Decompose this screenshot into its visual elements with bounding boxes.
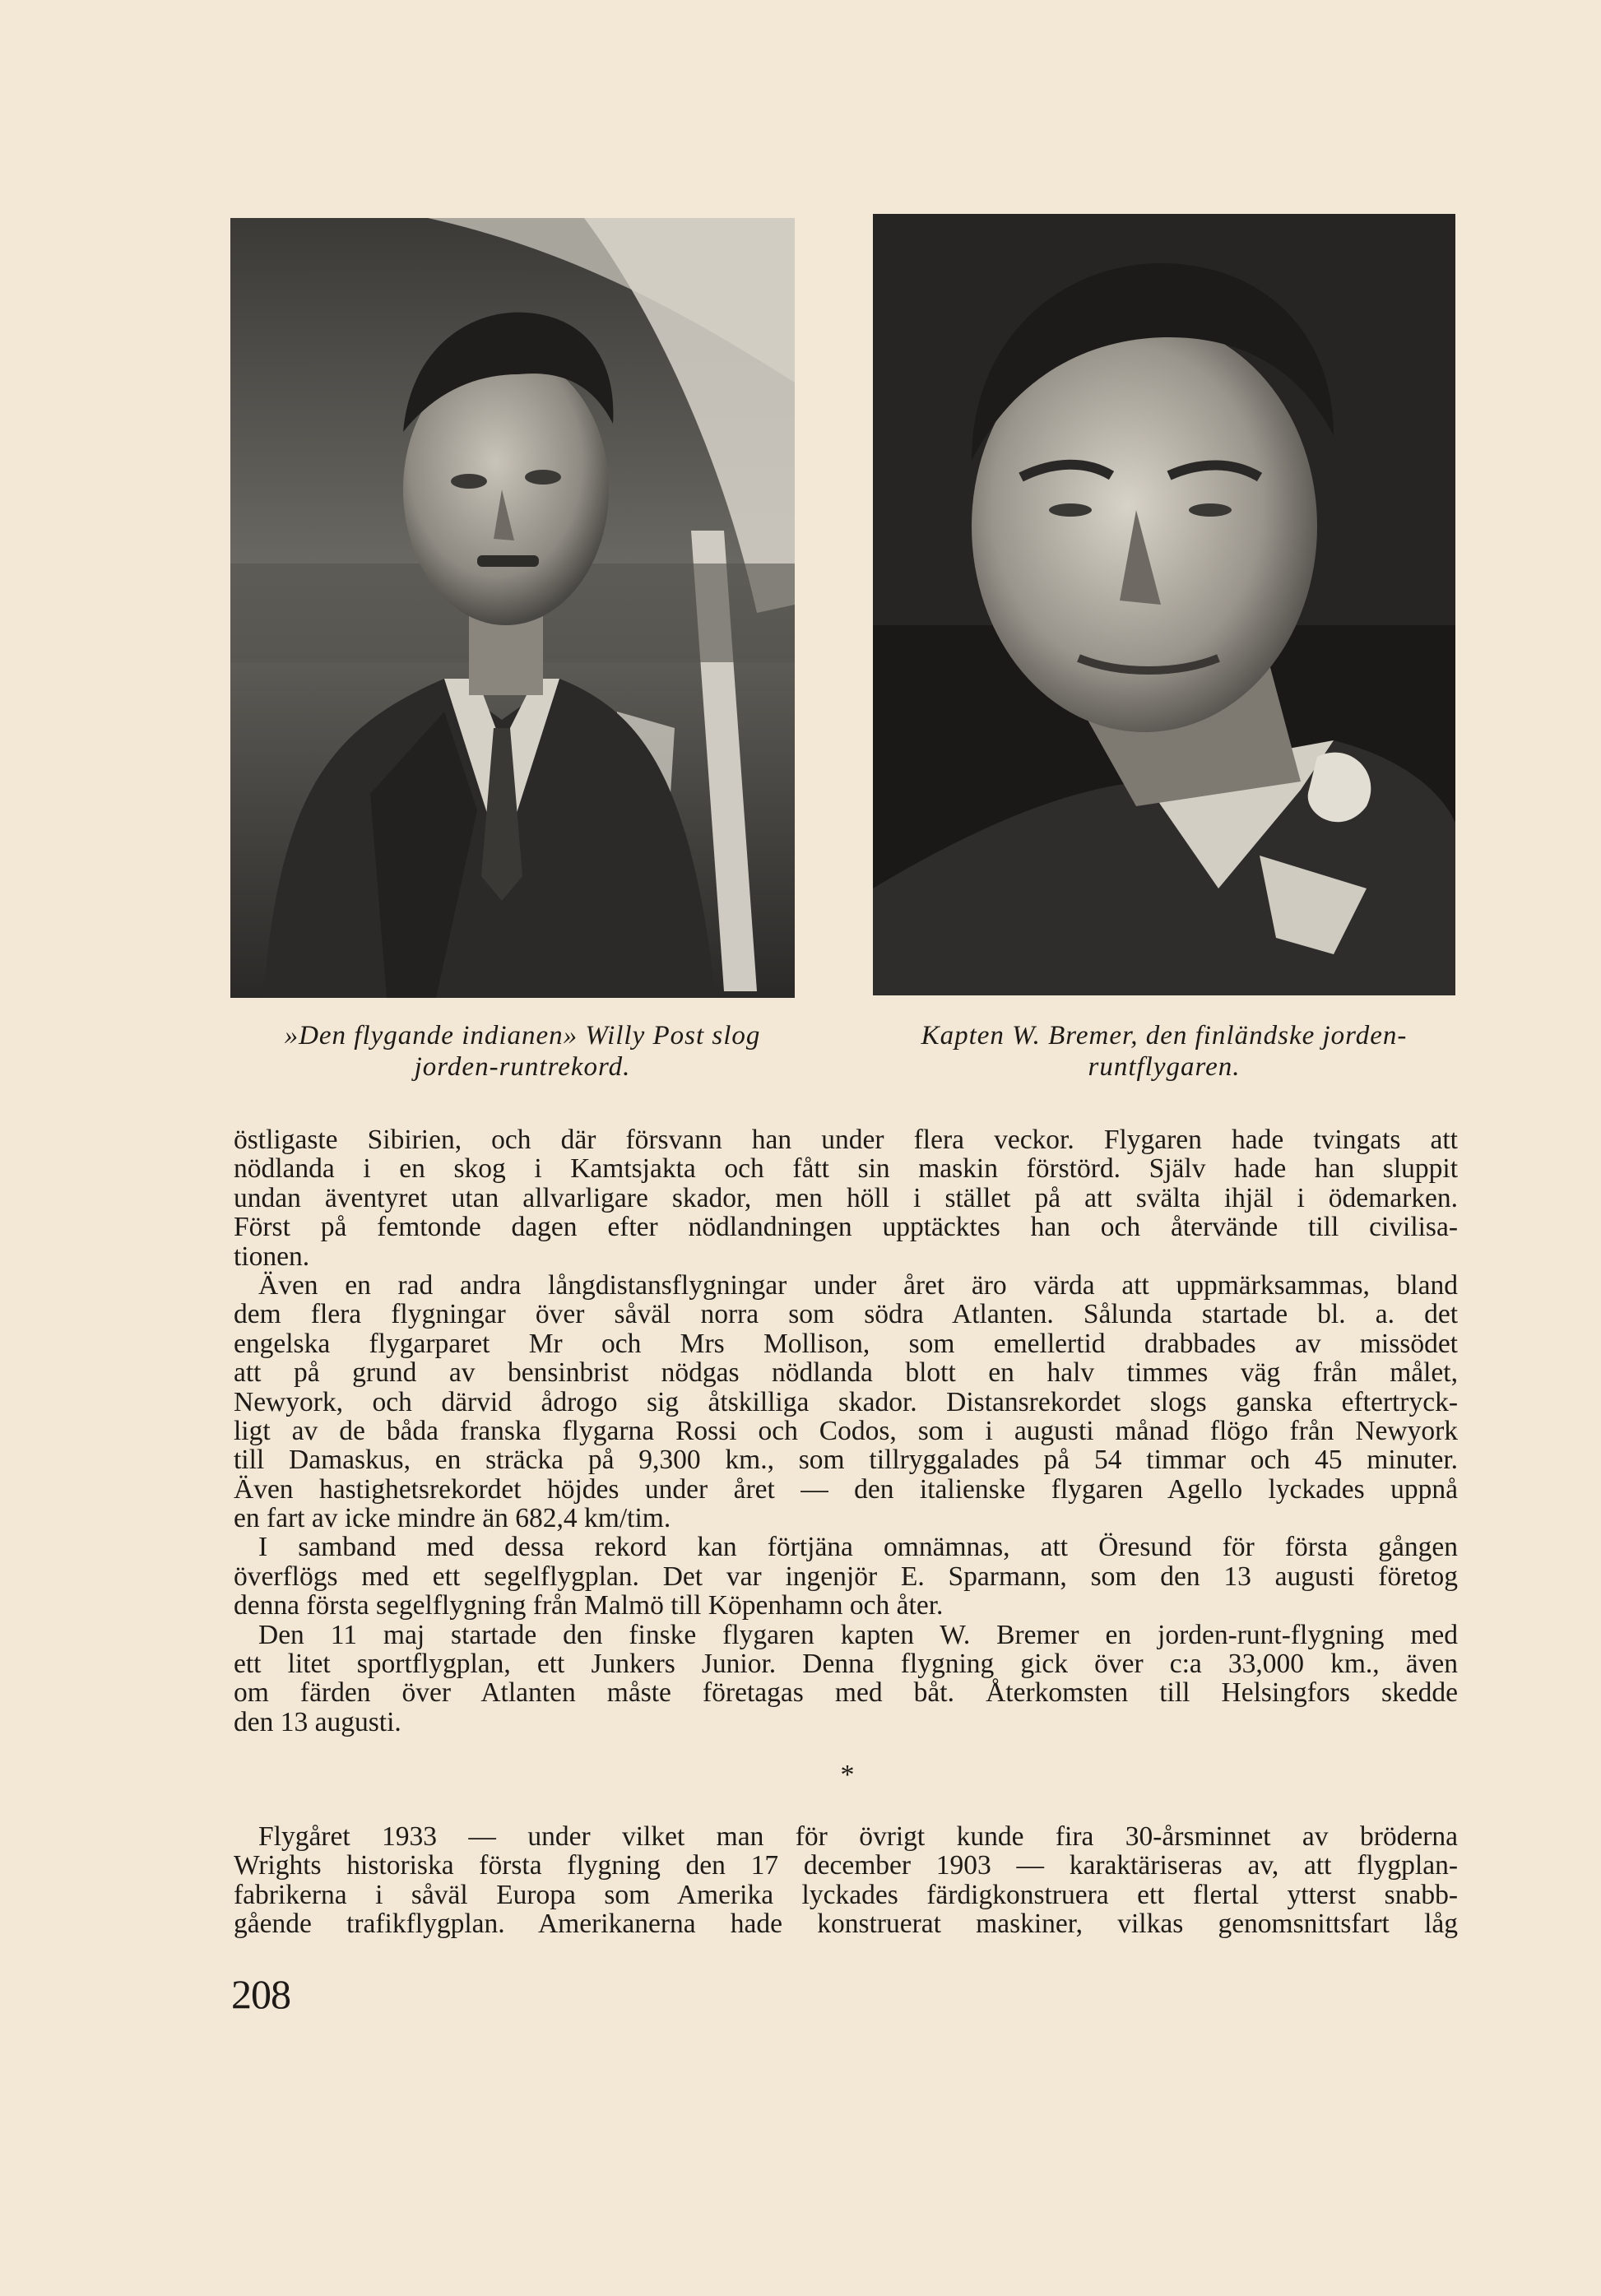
caption-w-bremer: [872, 1020, 1456, 1083]
caption-left-line1: »Den flygande indianen» Willy Post slog: [284, 1021, 761, 1051]
page-number: 208: [231, 1971, 290, 2017]
caption-willy-post: [226, 1020, 819, 1083]
body-line: tionen.: [234, 1241, 310, 1272]
willy-post-portrait-image: [230, 218, 795, 998]
body-line: Den 11 maj startade den finske flygaren kapten W. Bremer en jorden-runt-flygning med: [258, 1619, 1458, 1650]
body-line: nödlanda i en skog i Kamtsjakta och fått sin maskin förstörd. Själv hade han sluppit: [234, 1153, 1458, 1185]
body-line: ett litet sportflygplan, ett Junkers Junior. Denna flygning gick över c:a 33,000 km., även: [234, 1649, 1458, 1680]
body-line: I samband med dessa rekord kan förtjäna omnämnas, att Öresund för första gången: [258, 1532, 1458, 1563]
photo-w-bremer: [873, 214, 1455, 995]
body-line: dem flera flygningar över såväl norra som södra Atlanten. Sålunda startade bl. a. det: [234, 1299, 1458, 1330]
caption-left-line2: jorden-runtrekord.: [414, 1052, 631, 1082]
w-bremer-portrait-image: [873, 214, 1455, 995]
body-line: till Damaskus, en sträcka på 9,300 km., som tillryggalades på 54 timmar och 45 minuter.: [234, 1445, 1458, 1476]
body-line: Newyork, och därvid ådrogo sig åtskilliga skador. Distansrekordet slogs ganska eftertryck-: [234, 1386, 1458, 1417]
body-line: Även hastighetsrekordet höjdes under året — den italienske flygaren Agello lyckades uppnå: [234, 1473, 1458, 1505]
body-line: om färden över Atlanten måste företagas med båt. Återkomsten till Helsingfors skedde: [234, 1677, 1458, 1709]
body-line: undan äventyret utan allvarligare skador, men höll i stället på att svälta ihjäl i ödemarken.: [234, 1182, 1458, 1213]
body-line: engelska flygarparet Mr och Mrs Mollison, som emellertid drabbades av missödet: [234, 1328, 1458, 1359]
caption-right-line1: Kapten W. Bremer, den finländske jorden-: [921, 1021, 1408, 1051]
final-line: fabrikerna i såväl Europa som Amerika lyckades färdigkonstruera ett flertal ytterst snabb-: [234, 1879, 1458, 1910]
section-separator: *: [840, 1760, 855, 1790]
body-line: östligaste Sibirien, och där försvann han under flera veckor. Flygaren hade tvingats att: [234, 1125, 1458, 1155]
caption-right-line2: runtflygaren.: [1088, 1052, 1241, 1082]
body-line: Först på femtonde dagen efter nödlandningen upptäcktes han och återvände till civilisa-: [234, 1212, 1458, 1243]
body-line: en fart av icke mindre än 682,4 km/tim.: [234, 1503, 671, 1534]
body-line: den 13 augusti.: [234, 1706, 401, 1737]
photo-willy-post: [230, 218, 795, 998]
final-paragraph: [234, 1822, 1458, 1939]
final-line: gående trafikflygplan. Amerikanerna hade konstruerat maskiner, vilkas genomsnittsfart låg: [234, 1909, 1458, 1940]
body-line: att på grund av bensinbrist nödgas nödlanda blott en halv timmes väg från målet,: [234, 1357, 1458, 1389]
body-line: överflögs med ett segelflygplan. Det var ingenjör E. Sparmann, som den 13 augusti företog: [234, 1561, 1458, 1592]
body-line: Även en rad andra långdistansflygningar under året äro värda att uppmärksammas, bland: [258, 1269, 1458, 1301]
body-line: ligt av de båda franska flygarna Rossi och Codos, som i augusti månad flögo från Newyork: [234, 1415, 1458, 1446]
body-line: denna första segelflygning från Malmö till Köpenhamn och åter.: [234, 1590, 944, 1621]
final-line: Flygåret 1933 — under vilket man för övrigt kunde fira 30-årsminnet av bröderna: [258, 1821, 1458, 1852]
final-line: Wrights historiska första flygning den 17 december 1903 — karaktäriseras av, att flygplan-: [234, 1850, 1458, 1881]
body-text: [234, 1125, 1458, 1737]
